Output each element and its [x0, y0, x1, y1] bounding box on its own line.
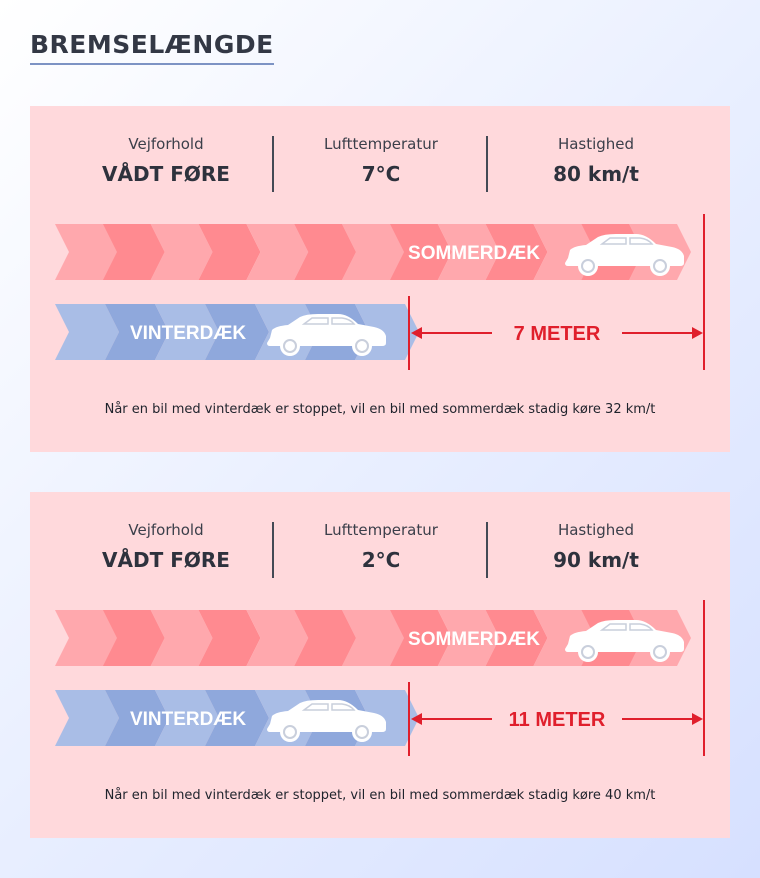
winter-tire-label: VINTERDÆK — [129, 709, 247, 730]
speed-value: 90 km/t — [553, 548, 639, 572]
distance-label: 11 METER — [508, 709, 606, 731]
road-condition-value: VÅDT FØRE — [102, 548, 230, 572]
speed-label: Hastighed — [557, 135, 635, 153]
arrow-right-icon — [692, 327, 703, 339]
comparison-note: Når en bil med vinterdæk er stoppet, vil en bil med sommerdæk stadig køre 40 km/t — [104, 788, 656, 803]
air-temperature-label: Lufttemperatur — [324, 521, 438, 539]
winter-tire-label: VINTERDÆK — [129, 323, 247, 344]
summer-tire-label: SOMMERDÆK — [408, 629, 540, 650]
speed-value: 80 km/t — [553, 162, 639, 186]
arrow-right-icon — [692, 713, 703, 725]
braking-distance-diagram — [30, 492, 730, 838]
page-title: BREMSELÆNGDE — [30, 30, 274, 65]
air-temperature-label: Lufttemperatur — [324, 135, 438, 153]
road-condition-label: Vejforhold — [128, 135, 204, 153]
road-condition-label: Vejforhold — [128, 521, 204, 539]
speed-label: Hastighed — [557, 521, 635, 539]
distance-label: 7 METER — [513, 323, 601, 345]
braking-panel — [30, 106, 730, 452]
road-condition-value: VÅDT FØRE — [102, 162, 230, 186]
air-temperature-value: 7°C — [361, 162, 401, 186]
air-temperature-value: 2°C — [361, 548, 401, 572]
braking-distance-diagram — [30, 106, 730, 452]
summer-tire-label: SOMMERDÆK — [408, 243, 540, 264]
braking-panel — [30, 492, 730, 838]
comparison-note: Når en bil med vinterdæk er stoppet, vil en bil med sommerdæk stadig køre 32 km/t — [104, 402, 656, 417]
